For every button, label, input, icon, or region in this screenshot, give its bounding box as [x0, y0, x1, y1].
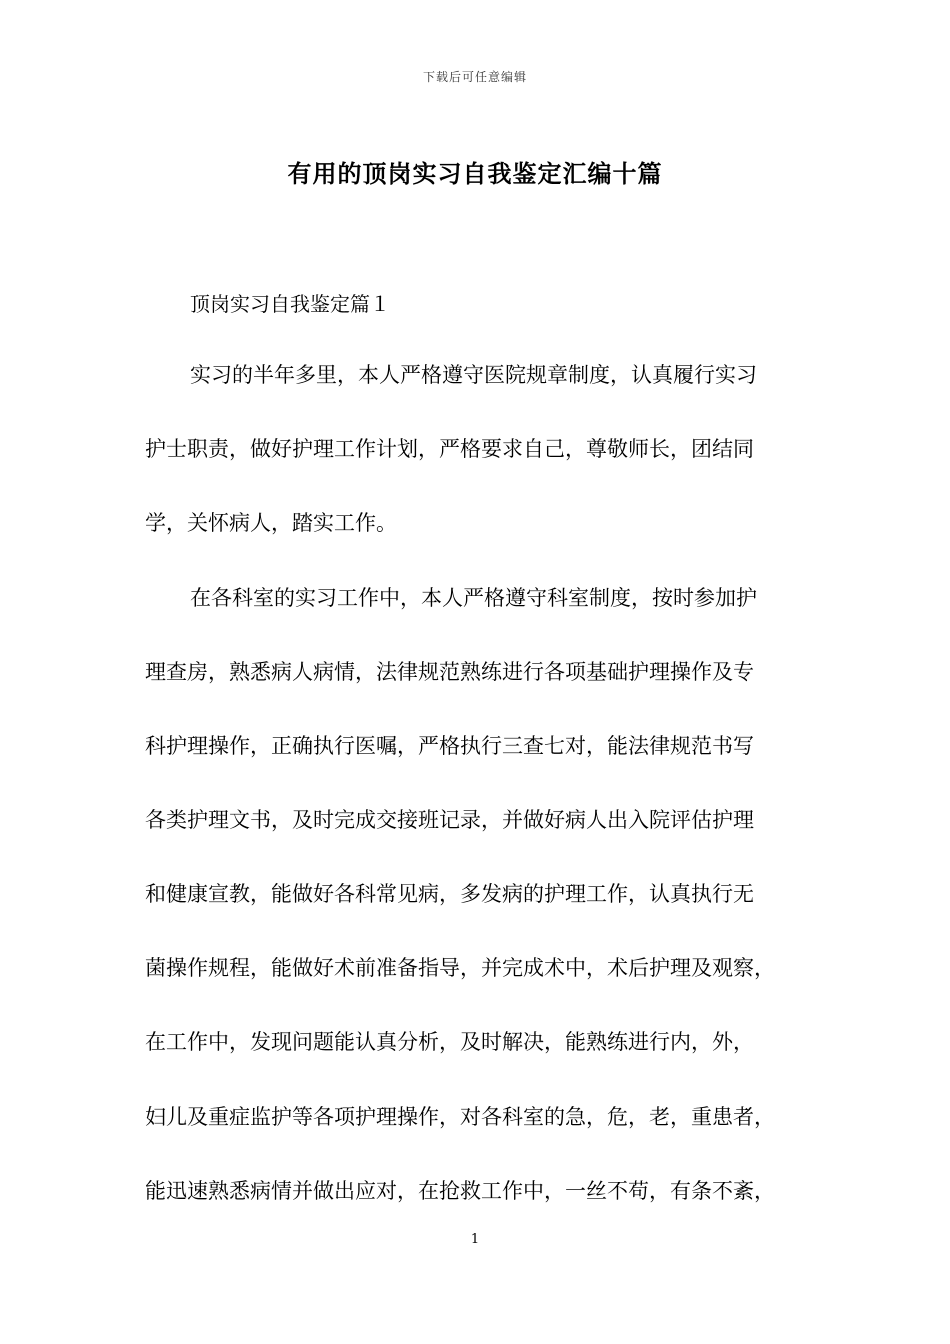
body-line: 各类护理文书，及时完成交接班记录，并做好病人出入院评估护理 — [145, 808, 754, 832]
body-line: 学，关怀病人，踏实工作。 — [145, 511, 397, 535]
body-line: 实习的半年多里，本人严格遵守医院规章制度，认真履行实习 — [190, 363, 757, 387]
header-note: 下载后可任意编辑 — [422, 70, 527, 84]
section-heading: 顶岗实习自我鉴定篇１ — [190, 292, 390, 316]
body-line: 理查房，熟悉病人病情，法律规范熟练进行各项基础护理操作及专 — [145, 660, 754, 684]
body-line: 妇儿及重症监护等各项护理操作，对各科室的急，危，老，重患者， — [145, 1105, 775, 1129]
page-number: 1 — [470, 1232, 480, 1247]
body-line: 在各科室的实习工作中，本人严格遵守科室制度，按时参加护 — [190, 586, 757, 610]
body-line: 科护理操作，正确执行医嘱，严格执行三查七对，能法律规范书写 — [145, 734, 754, 758]
body-line: 和健康宣教，能做好各科常见病，多发病的护理工作，认真执行无 — [145, 882, 754, 906]
document-title: 有用的顶岗实习自我鉴定汇编十篇 — [287, 159, 663, 188]
body-line: 菌操作规程，能做好术前准备指导，并完成术中，术后护理及观察， — [145, 956, 775, 980]
body-line: 护士职责，做好护理工作计划，严格要求自己，尊敬师长，团结同 — [145, 437, 754, 461]
body-line: 能迅速熟悉病情并做出应对，在抢救工作中，一丝不苟，有条不紊， — [145, 1179, 775, 1203]
body-line: 在工作中，发现问题能认真分析，及时解决，能熟练进行内，外， — [145, 1030, 754, 1054]
